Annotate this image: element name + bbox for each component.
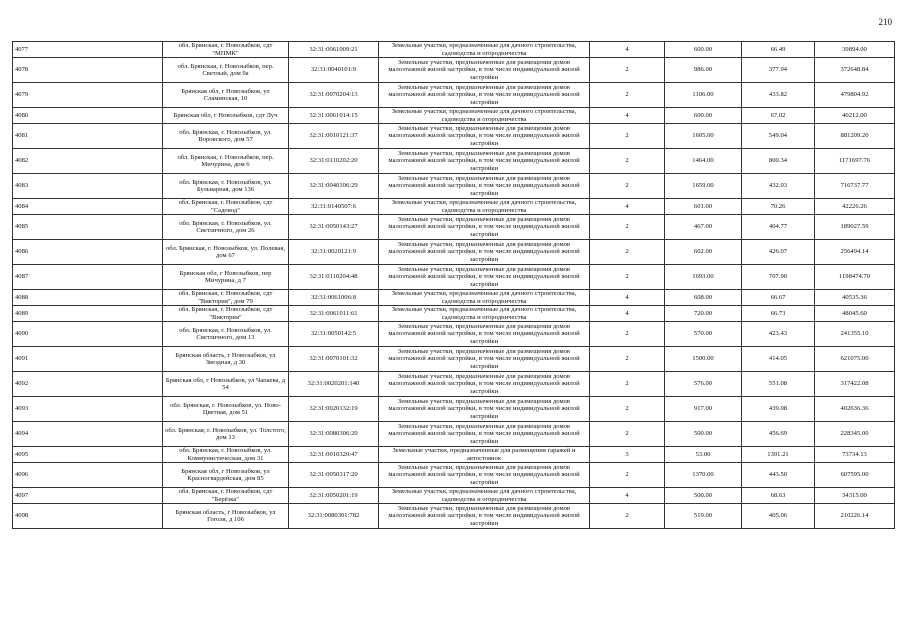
table-row [13,215,895,240]
address-cell: обл. Брянская, г. Новозыбков, сдт "Виктория" [163,306,289,322]
area-cell: 53.00 [665,447,742,463]
address-cell: обл. Брянская, г. Новозыбков, ул. Светличного, дом 26 [163,215,289,240]
table-row [13,372,895,397]
table-row [13,58,895,83]
row-id-cell: 4085 [13,215,163,240]
specific-value-cell: 66.49 [742,42,815,58]
cadastral-value-cell: 317422.08 [815,372,895,397]
use-category-cell: 4 [590,306,665,322]
cadastral-number-cell: 32:31:0010320:47 [289,447,379,463]
specific-value-cell: 456.69 [742,422,815,447]
row-id-cell: 4077 [13,42,163,58]
land-use-cell: Земельные участки, предназначенные для размещения домов малоэтажной жилой застройки, в том числе индивидуальной жилой застройки [379,265,590,290]
cadastral-value-cell: 402636.36 [815,397,895,422]
cadastral-number-cell: 32:31:0061009:21 [289,42,379,58]
page-number: 210 [878,17,892,27]
land-use-cell: Земельные участки, предназначенные для размещения домов малоэтажной жилой застройки, в том числе индивидуальной жилой застройки [379,422,590,447]
cadastral-number-cell: 32:31:0110202:20 [289,149,379,174]
row-id-cell: 4090 [13,322,163,347]
use-category-cell: 2 [590,240,665,265]
cadastral-value-cell: 372648.84 [815,58,895,83]
cadastral-number-cell: 32:31:0080306:20 [289,422,379,447]
cadastral-number-cell: 32:31:0020121:9 [289,240,379,265]
cadastral-number-cell: 32:31:0070101:32 [289,347,379,372]
use-category-cell: 2 [590,265,665,290]
specific-value-cell: 1391.21 [742,447,815,463]
table-row [13,306,895,322]
area-cell: 917.00 [665,397,742,422]
area-cell: 601.00 [665,199,742,215]
area-cell: 720.00 [665,306,742,322]
table-row [13,422,895,447]
cadastral-number-cell: 32:31:0050317:20 [289,463,379,488]
cadastral-value-cell: 39894.00 [815,42,895,58]
cadastral-number-cell: 32:31:0020201:140 [289,372,379,397]
specific-value-cell: 551.08 [742,372,815,397]
use-category-cell: 2 [590,422,665,447]
area-cell: 500.00 [665,422,742,447]
specific-value-cell: 423.43 [742,322,815,347]
row-id-cell: 4082 [13,149,163,174]
table-row [13,447,895,463]
use-category-cell: 2 [590,174,665,199]
land-use-cell: Земельные участки, предназначенные для дачного строительства, садоводства и огородничества [379,108,590,124]
specific-value-cell: 66.67 [742,290,815,306]
table-row [13,265,895,290]
row-id-cell: 4091 [13,347,163,372]
cadastral-value-cell: 40212.00 [815,108,895,124]
cadastral-number-cell: 32:31:0110204:48 [289,265,379,290]
area-cell: 1370.00 [665,463,742,488]
land-use-cell: Земельные участки, предназначенные для размещения домов малоэтажной жилой застройки, в том числе индивидуальной жилой застройки [379,504,590,529]
cadastral-value-cell: 210226.14 [815,504,895,529]
cadastral-number-cell: 32:31:0140507:6 [289,199,379,215]
land-use-cell: Земельные участки, предназначенные для размещения домов малоэтажной жилой застройки, в том числе индивидуальной жилой застройки [379,322,590,347]
land-use-cell: Земельные участки, предназначенные для дачного строительства, садоводства и огородничества [379,306,590,322]
cadastral-number-cell: 32:31:0061006:8 [289,290,379,306]
specific-value-cell: 800.34 [742,149,815,174]
land-use-cell: Земельные участки, предназначенные для дачного строительства, садоводства и огородничества [379,199,590,215]
table-row [13,397,895,422]
cadastral-value-cell: 228345.00 [815,422,895,447]
land-use-cell: Земельные участки, предназначенные для размещения домов малоэтажной жилой застройки, в том числе индивидуальной жилой застройки [379,83,590,108]
table-row [13,322,895,347]
address-cell: обл. Брянская, г. Новозыбков, ул. Воровского, дом 57 [163,124,289,149]
use-category-cell: 2 [590,463,665,488]
area-cell: 500.00 [665,488,742,504]
cadastral-value-cell: 34315.00 [815,488,895,504]
table-row [13,199,895,215]
address-cell: Брянская обл, г Новозыбков, пер Мичурина, д 7 [163,265,289,290]
address-cell: Брянская область, г Новозыбков, ул Гоголя, д 106 [163,504,289,529]
table-row [13,149,895,174]
address-cell: обл. Брянская, г. Новозыбков, ул. Бульварная, дом 136 [163,174,289,199]
address-cell: Брянская обл, г Новозыбков, ул Красногвардейская, дом 85 [163,463,289,488]
land-use-cell: Земельные участки, предназначенные для размещения домов малоэтажной жилой застройки, в том числе индивидуальной жилой застройки [379,372,590,397]
row-id-cell: 4086 [13,240,163,265]
specific-value-cell: 426.07 [742,240,815,265]
specific-value-cell: 67.02 [742,108,815,124]
specific-value-cell: 707.90 [742,265,815,290]
specific-value-cell: 549.04 [742,124,815,149]
row-id-cell: 4083 [13,174,163,199]
land-use-cell: Земельные участки, предназначенные для дачного строительства, садоводства и огородничества [379,290,590,306]
row-id-cell: 4079 [13,83,163,108]
row-id-cell: 4098 [13,504,163,529]
use-category-cell: 2 [590,347,665,372]
table-row [13,290,895,306]
address-cell: обл. Брянская, г. Новозыбков, ул. Светличного, дом 13 [163,322,289,347]
land-use-cell: Земельные участки, предназначенные для размещения гаражей и автостоянок [379,447,590,463]
cadastral-value-cell: 621075.00 [815,347,895,372]
cadastral-number-cell: 32:31:0050201:19 [289,488,379,504]
area-cell: 600.00 [665,108,742,124]
cadastral-number-cell: 32:31:0050142:5 [289,322,379,347]
land-use-cell: Земельные участки, предназначенные для размещения домов малоэтажной жилой застройки, в том числе индивидуальной жилой застройки [379,174,590,199]
cadastral-number-cell: 32:31:0020132:19 [289,397,379,422]
specific-value-cell: 68.63 [742,488,815,504]
address-cell: обл. Брянская, г. Новозыбков, ул. Полевая, дом 67 [163,240,289,265]
use-category-cell: 2 [590,322,665,347]
address-cell: обл. Брянская, г. Новозыбков, сдт "МПМК" [163,42,289,58]
cadastral-value-cell: 40535.36 [815,290,895,306]
address-cell: обл. Брянская, г. Новозыбков, пер. Светлый, дом 9а [163,58,289,83]
cadastral-number-cell: 32:31:0061011:61 [289,306,379,322]
table-row [13,488,895,504]
cadastral-number-cell: 32:31:0050143:27 [289,215,379,240]
cadastral-value-cell: 716737.77 [815,174,895,199]
table-row [13,463,895,488]
area-cell: 1659.00 [665,174,742,199]
row-id-cell: 4080 [13,108,163,124]
area-cell: 986.00 [665,58,742,83]
specific-value-cell: 414.05 [742,347,815,372]
table-row [13,174,895,199]
address-cell: обл. Брянская, г. Новозыбков, сдт "Садовод" [163,199,289,215]
area-cell: 1693.00 [665,265,742,290]
land-use-cell: Земельные участки, предназначенные для дачного строительства, садоводства и огородничества [379,42,590,58]
area-cell: 608.00 [665,290,742,306]
use-category-cell: 2 [590,149,665,174]
land-use-cell: Земельные участки, предназначенные для дачного строительства, садоводства и огородничества [379,488,590,504]
specific-value-cell: 66.73 [742,306,815,322]
area-cell: 519.00 [665,504,742,529]
cadastral-value-cell: 1171697.76 [815,149,895,174]
cadastral-value-cell: 48045.60 [815,306,895,322]
row-id-cell: 4095 [13,447,163,463]
row-id-cell: 4092 [13,372,163,397]
table-row [13,42,895,58]
area-cell: 570.00 [665,322,742,347]
specific-value-cell: 377.94 [742,58,815,83]
land-use-cell: Земельные участки, предназначенные для размещения домов малоэтажной жилой застройки, в том числе индивидуальной жилой застройки [379,397,590,422]
address-cell: Брянская обл, г Новозыбков, ул Чапаева, д 54 [163,372,289,397]
use-category-cell: 2 [590,215,665,240]
cadastral-value-table [12,41,895,529]
address-cell: обл. Брянская, г. Новозыбков, сдт "Берёзка" [163,488,289,504]
specific-value-cell: 70.26 [742,199,815,215]
cadastral-value-cell: 256494.14 [815,240,895,265]
land-use-cell: Земельные участки, предназначенные для размещения домов малоэтажной жилой застройки, в том числе индивидуальной жилой застройки [379,124,590,149]
cadastral-number-cell: 32:31:0010121:37 [289,124,379,149]
cadastral-value-cell: 42226.26 [815,199,895,215]
area-cell: 576.00 [665,372,742,397]
area-cell: 602.00 [665,240,742,265]
table-row [13,504,895,529]
specific-value-cell: 404.77 [742,215,815,240]
use-category-cell: 2 [590,504,665,529]
use-category-cell: 2 [590,397,665,422]
use-category-cell: 4 [590,290,665,306]
row-id-cell: 4087 [13,265,163,290]
table-row [13,240,895,265]
area-cell: 1605.00 [665,124,742,149]
use-category-cell: 4 [590,488,665,504]
address-cell: обл. Брянская, г. Новозыбков, ул. Ново-Цветная, дом 51 [163,397,289,422]
address-cell: обл. Брянская, г. Новозыбков, сдт "Виктория", дом 79 [163,290,289,306]
land-use-cell: Земельные участки, предназначенные для размещения домов малоэтажной жилой застройки, в том числе индивидуальной жилой застройки [379,240,590,265]
row-id-cell: 4096 [13,463,163,488]
specific-value-cell: 405.06 [742,504,815,529]
table-body [13,42,895,529]
table-row [13,347,895,372]
row-id-cell: 4089 [13,306,163,322]
address-cell: Брянская область, г Новозыбков, ул Звездная, д 30 [163,347,289,372]
use-category-cell: 2 [590,83,665,108]
cadastral-value-cell: 479804.92 [815,83,895,108]
area-cell: 467.00 [665,215,742,240]
cadastral-value-cell: 189027.59 [815,215,895,240]
use-category-cell: 3 [590,447,665,463]
table-row [13,108,895,124]
address-cell: Брянская обл, г Новозыбков, ул Сламинская, 10 [163,83,289,108]
land-use-cell: Земельные участки, предназначенные для размещения домов малоэтажной жилой застройки, в том числе индивидуальной жилой застройки [379,347,590,372]
specific-value-cell: 432.03 [742,174,815,199]
row-id-cell: 4093 [13,397,163,422]
address-cell: обл. Брянская, г. Новозыбков, ул. Коммунистическая, дом 31 [163,447,289,463]
area-cell: 1500.00 [665,347,742,372]
cadastral-number-cell: 32:31:0080301:782 [289,504,379,529]
cadastral-value-cell: 607595.00 [815,463,895,488]
cadastral-value-cell: 1198474.70 [815,265,895,290]
cadastral-number-cell: 32:31:0040101:9 [289,58,379,83]
address-cell: обл. Брянская, г. Новозыбков, пер. Мичурина, дом 6 [163,149,289,174]
cadastral-value-cell: 241355.10 [815,322,895,347]
land-use-cell: Земельные участки, предназначенные для размещения домов малоэтажной жилой застройки, в том числе индивидуальной жилой застройки [379,58,590,83]
cadastral-number-cell: 32:31:0061014:15 [289,108,379,124]
table-row [13,124,895,149]
address-cell: обл. Брянская, г. Новозыбков, ул. Толстого, дом 13 [163,422,289,447]
row-id-cell: 4078 [13,58,163,83]
use-category-cell: 4 [590,108,665,124]
address-cell: Брянская обл, г Новозыбков, сдт Луч [163,108,289,124]
area-cell: 600.00 [665,42,742,58]
use-category-cell: 4 [590,199,665,215]
row-id-cell: 4084 [13,199,163,215]
row-id-cell: 4094 [13,422,163,447]
use-category-cell: 4 [590,42,665,58]
row-id-cell: 4081 [13,124,163,149]
use-category-cell: 2 [590,372,665,397]
specific-value-cell: 433.82 [742,83,815,108]
area-cell: 1464.00 [665,149,742,174]
land-use-cell: Земельные участки, предназначенные для размещения домов малоэтажной жилой застройки, в том числе индивидуальной жилой застройки [379,463,590,488]
use-category-cell: 2 [590,58,665,83]
specific-value-cell: 443.50 [742,463,815,488]
specific-value-cell: 439.08 [742,397,815,422]
cadastral-number-cell: 32:31:0040106:29 [289,174,379,199]
area-cell: 1106.00 [665,83,742,108]
row-id-cell: 4097 [13,488,163,504]
land-use-cell: Земельные участки, предназначенные для размещения домов малоэтажной жилой застройки, в том числе индивидуальной жилой застройки [379,215,590,240]
land-use-cell: Земельные участки, предназначенные для размещения домов малоэтажной жилой застройки, в том числе индивидуальной жилой застройки [379,149,590,174]
cadastral-value-cell: 881209.20 [815,124,895,149]
use-category-cell: 2 [590,124,665,149]
table-row [13,83,895,108]
row-id-cell: 4088 [13,290,163,306]
cadastral-value-cell: 73734.13 [815,447,895,463]
cadastral-number-cell: 32:31:0070204:13 [289,83,379,108]
